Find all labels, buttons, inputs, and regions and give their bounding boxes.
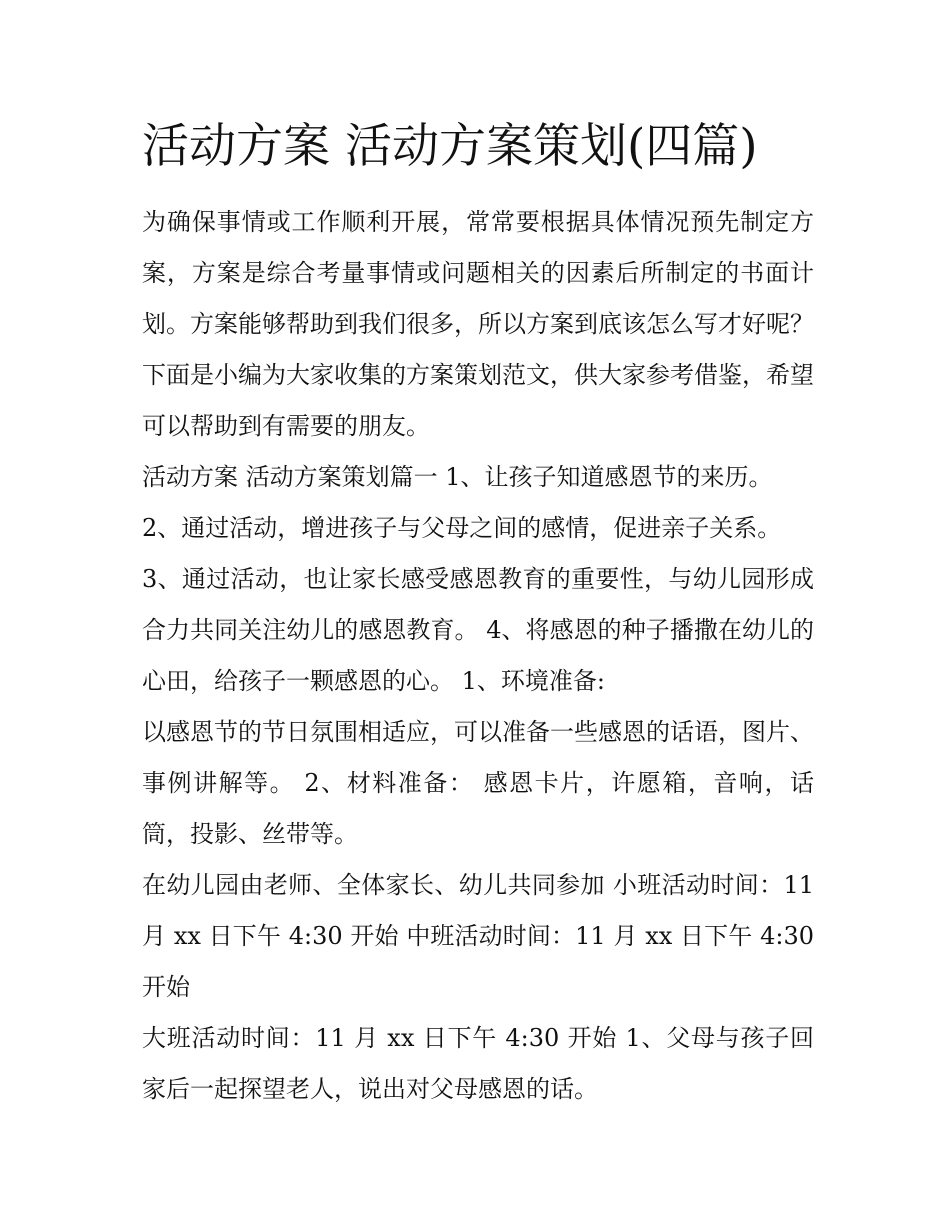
paragraph-preparation: 以感恩节的节日氛围相适应，可以准备一些感恩的话语，图片、事例讲解等。 2、材料准备： 感恩卡片，许愿箱，音响，话筒，投影、丝带等。 xyxy=(142,718,814,848)
paragraph-schedule: 在幼儿园由老师、全体家长、幼儿共同参加 小班活动时间：11 月 xx 日下午 4:30 开始 中班活动时间：11 月 xx 日下午 4:30 开始 xyxy=(142,871,814,1001)
paragraph-schedule-large-class: 大班活动时间：11 月 xx 日下午 4:30 开始 1、父母与孩子回家后一起探望老人，说出对父母感恩的话。 xyxy=(142,1024,814,1103)
document-body xyxy=(142,197,814,1115)
paragraph-plan-one-goal-1: 活动方案 活动方案策划篇一 1、让孩子知道感恩节的来历。 xyxy=(142,463,773,491)
document-title: 活动方案 活动方案策划(四篇) xyxy=(142,119,758,174)
paragraph-goal-2: 2、通过活动，增进孩子与父母之间的感情，促进亲子关系。 xyxy=(142,514,782,542)
paragraph-goal-3-4: 3、通过活动，也让家长感受感恩教育的重要性，与幼儿园形成合力共同关注幼儿的感恩教育。 4、将感恩的种子播撒在幼儿的心田，给孩子一颗感恩的心。 1、环境准备: xyxy=(142,565,814,695)
paragraph-intro: 为确保事情或工作顺利开展，常常要根据具体情况预先制定方案，方案是综合考量事情或问题相关的因素后所制定的书面计划。方案能够帮助到我们很多，所以方案到底该怎么写才好呢？下面是小编为大家收集的方案策划范文，供大家参考借鉴，希望可以帮助到有需要的朋友。 xyxy=(142,208,814,440)
